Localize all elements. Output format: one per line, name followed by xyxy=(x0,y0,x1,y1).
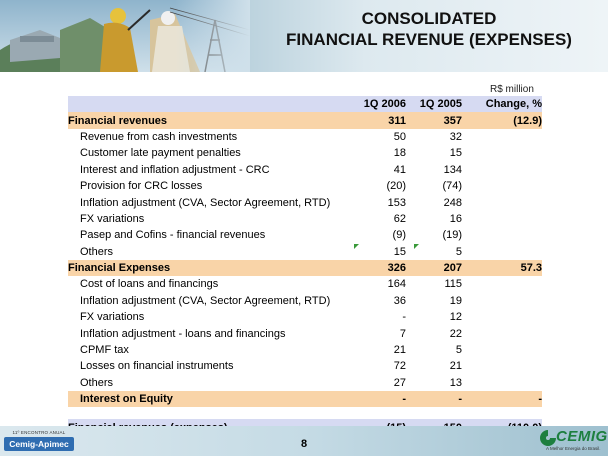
value-1q2006: 41 xyxy=(393,163,406,176)
green-marker xyxy=(414,244,419,249)
value-1q2005: 5 xyxy=(455,245,462,258)
value-change xyxy=(462,211,542,227)
row-label: Others xyxy=(80,376,114,389)
title-line-1: CONSOLIDATED xyxy=(361,9,497,28)
value-1q2006: (20) xyxy=(386,180,406,193)
value-1q2005: 5 xyxy=(455,344,462,357)
value-1q2006: 62 xyxy=(393,212,406,225)
value-1q2005: (19) xyxy=(442,229,462,242)
row-label: Inflation adjustment - loans and financings xyxy=(80,327,286,340)
value-1q2006: 153 xyxy=(387,196,406,209)
column-header-1q2005: 1Q 2005 xyxy=(419,98,462,111)
value-1q2006: 36 xyxy=(393,294,406,307)
value-1q2006 xyxy=(353,407,406,419)
spacer-row xyxy=(68,407,542,419)
value-change xyxy=(462,145,542,161)
value-change: 57.3 xyxy=(520,262,542,275)
event-subtitle: 11º ENCONTRO ANUAL xyxy=(12,430,66,435)
column-header-change: Change, % xyxy=(485,98,542,111)
value-change xyxy=(462,194,542,210)
table-row xyxy=(68,325,542,341)
value-change: - xyxy=(538,393,542,406)
green-marker xyxy=(354,244,359,249)
row-label: Inflation adjustment (CVA, Sector Agreement, RTD) xyxy=(80,294,331,307)
value-1q2005: 21 xyxy=(449,360,462,373)
table-row xyxy=(68,244,542,260)
row-label: Financial revenues xyxy=(68,114,168,127)
value-1q2006: 15 xyxy=(393,245,406,258)
value-change xyxy=(462,358,542,374)
value-change xyxy=(462,244,542,260)
row-label: FX variations xyxy=(80,311,145,324)
table-row xyxy=(68,293,542,309)
table-row xyxy=(68,211,542,227)
value-change xyxy=(462,342,542,358)
event-logo xyxy=(4,430,74,452)
value-1q2006: 50 xyxy=(393,130,406,143)
value-1q2005: - xyxy=(458,393,462,406)
brand-mark-icon xyxy=(538,428,558,446)
table-row xyxy=(68,342,542,358)
value-1q2006: 311 xyxy=(388,114,406,127)
header-photo xyxy=(0,0,250,72)
column-header-1q2006: 1Q 2006 xyxy=(363,98,406,111)
value-1q2005: 15 xyxy=(449,147,462,160)
value-1q2006: 72 xyxy=(393,360,406,373)
value-change xyxy=(462,129,542,145)
value-1q2006: 326 xyxy=(387,262,406,275)
table-row xyxy=(68,178,542,194)
value-1q2005: 32 xyxy=(449,130,462,143)
table-row xyxy=(68,276,542,292)
value-change xyxy=(462,293,542,309)
row-label: Pasep and Cofins - financial revenues xyxy=(80,229,266,242)
value-1q2005: 357 xyxy=(443,114,462,127)
value-change xyxy=(462,407,542,419)
row-label: Inflation adjustment (CVA, Sector Agreement, RTD) xyxy=(80,196,331,209)
row-label: Interest on Equity xyxy=(80,393,173,406)
row-label: CPMF tax xyxy=(80,344,129,357)
value-change: (12.9) xyxy=(513,114,542,127)
row-label: Customer late payment penalties xyxy=(80,147,241,160)
row-label: Others xyxy=(80,245,114,258)
unit-label: R$ million xyxy=(490,84,534,95)
brand-name: CEMIG xyxy=(556,428,608,445)
value-1q2006: 164 xyxy=(387,278,406,291)
row-label: FX variations xyxy=(80,212,145,225)
value-1q2005: 16 xyxy=(449,212,462,225)
value-1q2006: 21 xyxy=(393,344,406,357)
row-label: Financial Expenses xyxy=(68,262,171,275)
energy-workers-photo xyxy=(0,0,250,72)
value-1q2005: 13 xyxy=(449,376,462,389)
event-name: Cemig-Apimec xyxy=(4,437,74,451)
financial-table xyxy=(68,96,542,436)
title-line-2: FINANCIAL REVENUE (EXPENSES) xyxy=(286,30,572,49)
value-1q2005: 22 xyxy=(449,327,462,340)
value-change xyxy=(462,325,542,341)
value-change xyxy=(462,162,542,178)
value-1q2006: (9) xyxy=(392,229,406,242)
row-label xyxy=(68,407,353,419)
table-row xyxy=(68,162,542,178)
row-label: Revenue from cash investments xyxy=(80,130,238,143)
row-label: Losses on financial instruments xyxy=(80,360,234,373)
table-row xyxy=(68,227,542,243)
table-body xyxy=(68,112,542,435)
value-change xyxy=(462,276,542,292)
value-1q2005: 12 xyxy=(449,311,462,324)
section-row xyxy=(68,391,542,407)
value-1q2006: 27 xyxy=(393,376,406,389)
value-1q2006: 18 xyxy=(393,147,406,160)
section-row xyxy=(68,112,542,128)
value-1q2005: 19 xyxy=(449,294,462,307)
table-row xyxy=(68,194,542,210)
value-1q2005: 248 xyxy=(443,196,462,209)
value-change xyxy=(462,178,542,194)
section-row xyxy=(68,260,542,276)
row-label: Cost of loans and financings xyxy=(80,278,219,291)
brand-logo xyxy=(538,428,608,454)
table-row xyxy=(68,358,542,374)
value-1q2005 xyxy=(406,407,462,419)
value-1q2005: 115 xyxy=(444,278,462,291)
value-1q2005: 134 xyxy=(443,163,462,176)
row-label: Provision for CRC losses xyxy=(80,180,203,193)
table-row xyxy=(68,129,542,145)
slide-title xyxy=(250,8,608,50)
value-1q2005: 207 xyxy=(443,262,462,275)
brand-tagline: A Melhor Energia do Brasil. xyxy=(546,446,601,451)
row-label: Interest and inflation adjustment - CRC xyxy=(80,163,270,176)
value-change xyxy=(462,227,542,243)
value-change xyxy=(462,309,542,325)
table-row xyxy=(68,145,542,161)
column-header-label xyxy=(68,96,353,112)
page-number: 8 xyxy=(300,438,308,450)
value-1q2006: - xyxy=(402,393,406,406)
table-row xyxy=(68,309,542,325)
value-change xyxy=(462,375,542,391)
value-1q2006: 7 xyxy=(399,327,406,340)
value-1q2005: (74) xyxy=(442,180,462,193)
table-row xyxy=(68,375,542,391)
table-header-row xyxy=(68,96,542,112)
value-1q2006: - xyxy=(402,311,406,324)
